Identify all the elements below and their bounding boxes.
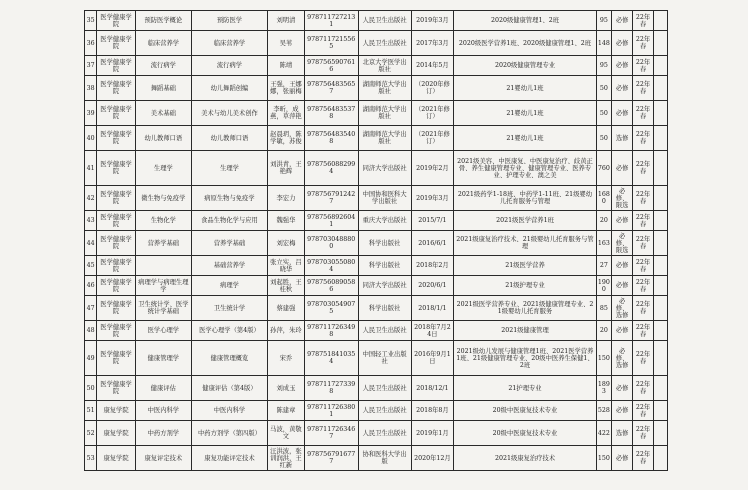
author-cell: 马波，黄敬文 [268,421,305,446]
publisher-cell: 人民卫生出版社 [358,11,411,31]
isbn-cell: 9787117263801 [304,401,358,421]
college-cell: 医学健康学院 [97,56,136,76]
textbook-cell: 健康管理概览 [191,341,267,376]
author-cell: 张立实，吕晓华 [268,256,305,276]
textbook-cell: 病理学 [191,276,267,296]
course-cell: 美术基础 [135,101,191,126]
classes-cell: 2021级药学1-18班、中药学1-11班、21级婴幼儿托育服务与管理 [454,186,596,211]
author-cell: 宋乔 [268,341,305,376]
quantity-cell: 27 [596,256,611,276]
classes-cell: 2021级幼儿发展与健康管理1班、2021医学营养1班、21级健康管理专业、20级中医养生保健1、2班 [454,341,596,376]
row-number: 50 [85,376,97,401]
date-cell: 2019年1月 [411,421,454,446]
date-cell: 2019年3月 [411,186,454,211]
table-row [85,446,668,471]
empty-cell [653,186,667,211]
date-cell: （2021年修订） [411,126,454,151]
type-cell: 必修 [611,11,632,31]
college-cell: 医学健康学院 [97,31,136,56]
row-number: 47 [85,296,97,321]
college-cell: 医学健康学院 [97,101,136,126]
row-number: 35 [85,11,97,31]
textbook-table [84,10,668,471]
term-cell: 22年春 [633,376,653,401]
type-cell: 必修 [611,256,632,276]
course-cell: 幼儿教师口语 [135,126,191,151]
quantity-cell: 150 [596,341,611,376]
type-cell: 必修 [611,31,632,56]
date-cell: 2019年3月 [411,11,454,31]
course-cell: 卫生统计学、医学统计学基础 [135,296,191,321]
isbn-cell: 9787117272131 [304,11,358,31]
date-cell: 2018年7月24日 [411,321,454,341]
table-row [85,151,668,186]
classes-cell: 2020级健康管理1、2班 [454,11,596,31]
date-cell: 2016/6/1 [411,231,454,256]
publisher-cell: 中国轻工业出版社 [358,341,411,376]
term-cell: 22年春 [633,186,653,211]
classes-cell: 2020级健康管理专业 [454,56,596,76]
date-cell: （2021年修订） [411,101,454,126]
college-cell: 医学健康学院 [97,341,136,376]
isbn-cell: 9787030550804 [304,256,358,276]
isbn-cell: 9787560882994 [304,151,358,186]
textbook-cell: 临床营养学 [191,31,267,56]
type-cell: 必修 [611,401,632,421]
term-cell: 22年春 [633,341,653,376]
publisher-cell: 同济大学出版社 [358,276,411,296]
type-cell: 必修 [611,211,632,231]
textbook-cell: 流行病学 [191,56,267,76]
college-cell: 医学健康学院 [97,76,136,101]
row-number: 39 [85,101,97,126]
course-cell: 微生物与免疫学 [135,186,191,211]
term-cell: 22年春 [633,31,653,56]
textbook-cell: 中医内科学 [191,401,267,421]
date-cell: 2018/1/1 [411,296,454,321]
empty-cell [653,211,667,231]
quantity-cell: 148 [596,31,611,56]
college-cell: 医学健康学院 [97,296,136,321]
college-cell: 康复学院 [97,446,136,471]
author-cell: 魏强华 [268,211,305,231]
textbook-cell: 卫生统计学 [191,296,267,321]
course-cell: 康复评定技术 [135,446,191,471]
course-cell: 预防医学概论 [135,11,191,31]
empty-cell [653,11,667,31]
term-cell: 22年春 [633,211,653,231]
term-cell: 22年春 [633,11,653,31]
classes-cell: 21婴幼儿1班 [454,101,596,126]
author-cell: 孙萍，朱玲 [268,321,305,341]
isbn-cell: 9787030488800 [304,231,358,256]
type-cell: 必修、限选 [611,231,632,256]
table-row [85,11,668,31]
quantity-cell: 528 [596,401,611,421]
college-cell: 医学健康学院 [97,276,136,296]
row-number: 51 [85,401,97,421]
term-cell: 22年春 [633,446,653,471]
author-cell: 吴苇 [268,31,305,56]
college-cell: 康复学院 [97,421,136,446]
date-cell: （2020年修订） [411,76,454,101]
term-cell: 22年春 [633,231,653,256]
term-cell: 22年春 [633,256,653,276]
publisher-cell: 湖南师范大学出版社 [358,101,411,126]
table-row [85,276,668,296]
quantity-cell: 95 [596,56,611,76]
course-cell: 临床营养学 [135,31,191,56]
table-row [85,186,668,211]
date-cell: 2019年2月 [411,151,454,186]
empty-cell [653,126,667,151]
textbook-cell: 医学心理学（第4版） [191,321,267,341]
isbn-cell: 9787564835657 [304,76,358,101]
quantity-cell: 1680 [596,186,611,211]
row-number: 40 [85,126,97,151]
table-row [85,321,668,341]
classes-cell: 2021级医学营养1班 [454,211,596,231]
quantity-cell: 20 [596,321,611,341]
date-cell: 2018年2月 [411,256,454,276]
classes-cell: 2021级康复治疗技术、21级婴幼儿托育服务与管理 [454,231,596,256]
empty-cell [653,101,667,126]
quantity-cell: 1900 [596,276,611,296]
date-cell: 2014年5月 [411,56,454,76]
isbn-cell: 9787117263498 [304,321,358,341]
row-number: 52 [85,421,97,446]
type-cell: 必修 [611,76,632,101]
publisher-cell: 协和医科大学出版 [358,446,411,471]
isbn-cell: 9787117273398 [304,376,358,401]
empty-cell [653,256,667,276]
row-number: 36 [85,31,97,56]
publisher-cell: 重庆大学出版社 [358,211,411,231]
empty-cell [653,376,667,401]
author-cell: 陈靖 [268,56,305,76]
date-cell: 2016年9月1日 [411,341,454,376]
quantity-cell: 760 [596,151,611,186]
table-row [85,376,668,401]
author-cell: 汪洪波，张训润洪，王红新 [268,446,305,471]
quantity-cell: 1893 [596,376,611,401]
publisher-cell: 北京大学医学出版社 [358,56,411,76]
course-cell: 中药方剂学 [135,421,191,446]
isbn-cell: 9787567912427 [304,186,358,211]
isbn-cell: 9787567916777 [304,446,358,471]
author-cell: 王强，王娜娜，张丽梅 [268,76,305,101]
isbn-cell: 9787565907616 [304,56,358,76]
term-cell: 22年春 [633,421,653,446]
quantity-cell: 50 [596,76,611,101]
type-cell: 必修、选修 [611,341,632,376]
isbn-cell: 9787030549075 [304,296,358,321]
isbn-cell: 9787564835408 [304,126,358,151]
type-cell: 选修 [611,126,632,151]
row-number: 44 [85,231,97,256]
author-cell: 刘宏梅 [268,231,305,256]
table-body [85,11,668,471]
term-cell: 22年春 [633,126,653,151]
classes-cell: 20级中医康复技术专业 [454,401,596,421]
textbook-cell: 康复功能评定技术 [191,446,267,471]
textbook-cell: 健康评估（第4版） [191,376,267,401]
isbn-cell: 9787568926041 [304,211,358,231]
isbn-cell: 9787117263467 [304,421,358,446]
isbn-cell: 9787564835378 [304,101,358,126]
publisher-cell: 科学出版社 [358,256,411,276]
textbook-cell: 幼儿舞蹈创编 [191,76,267,101]
course-cell: 生物化学 [135,211,191,231]
college-cell: 医学健康学院 [97,321,136,341]
author-cell: 蔡建强 [268,296,305,321]
classes-cell: 2021级康复治疗技术 [454,446,596,471]
course-cell: 舞蹈基础 [135,76,191,101]
type-cell: 必修 [611,151,632,186]
quantity-cell: 20 [596,211,611,231]
table-row [85,401,668,421]
date-cell: 2015/7/1 [411,211,454,231]
course-cell: 医学心理学 [135,321,191,341]
type-cell: 必修 [611,376,632,401]
term-cell: 22年春 [633,276,653,296]
empty-cell [653,296,667,321]
course-cell: 健康管理学 [135,341,191,376]
type-cell: 必修 [611,446,632,471]
quantity-cell: 50 [596,101,611,126]
type-cell: 必修、选修 [611,296,632,321]
textbook-cell: 营养学基础 [191,231,267,256]
quantity-cell: 163 [596,231,611,256]
type-cell: 必修 [611,321,632,341]
date-cell: 2020/6/1 [411,276,454,296]
textbook-cell: 中药方剂学（第四版） [191,421,267,446]
row-number: 48 [85,321,97,341]
empty-cell [653,321,667,341]
term-cell: 22年春 [633,56,653,76]
publisher-cell: 中国协和医科大学出版社 [358,186,411,211]
row-number: 53 [85,446,97,471]
textbook-cell: 美术与幼儿美术创作 [191,101,267,126]
classes-cell: 21婴幼儿1班 [454,126,596,151]
classes-cell: 21婴幼儿1班 [454,76,596,101]
table-row [85,76,668,101]
classes-cell: 2021级美容、中医康复、中医康复治疗、歧黄正骨、养生健康管理专业、健康管理专业、医养专业、护理专业、澳之美 [454,151,596,186]
table-row [85,56,668,76]
type-cell: 必修 [611,276,632,296]
publisher-cell: 科学出版社 [358,231,411,256]
author-cell: 赵晨玥，陈学敏，苏俊 [268,126,305,151]
row-number: 49 [85,341,97,376]
date-cell: 2020年12月 [411,446,454,471]
quantity-cell: 95 [596,11,611,31]
publisher-cell: 湖南师范大学出版社 [358,126,411,151]
textbook-cell: 幼儿教师口语 [191,126,267,151]
textbook-cell: 病原生物与免疫学 [191,186,267,211]
term-cell: 22年春 [633,101,653,126]
course-cell: 营养学基础 [135,231,191,256]
type-cell: 选修 [611,421,632,446]
table-row [85,126,668,151]
college-cell: 医学健康学院 [97,11,136,31]
college-cell: 医学健康学院 [97,231,136,256]
course-cell [135,256,191,276]
table-row [85,341,668,376]
empty-cell [653,31,667,56]
empty-cell [653,421,667,446]
classes-cell: 21级护理专业 [454,276,596,296]
row-number: 42 [85,186,97,211]
empty-cell [653,276,667,296]
table-row [85,421,668,446]
publisher-cell: 科学出版社 [358,296,411,321]
publisher-cell: 人民卫生出版社 [358,421,411,446]
classes-cell: 2020级医学营养1班、2020级健康管理1、2班 [454,31,596,56]
type-cell: 必修 [611,56,632,76]
empty-cell [653,231,667,256]
quantity-cell: 85 [596,296,611,321]
empty-cell [653,76,667,101]
term-cell: 22年春 [633,296,653,321]
classes-cell: 2021级医学营养专业、2021级健康管理专业、21级婴幼儿托育服务 [454,296,596,321]
row-number: 37 [85,56,97,76]
author-cell: 陈建章 [268,401,305,421]
row-number: 43 [85,211,97,231]
course-cell: 病理学与病理生理学 [135,276,191,296]
textbook-cell: 生理学 [191,151,267,186]
table-row [85,296,668,321]
empty-cell [653,341,667,376]
type-cell: 必修 [611,101,632,126]
isbn-cell: 9787560890586 [304,276,358,296]
type-cell: 必修、限选 [611,186,632,211]
empty-cell [653,446,667,471]
date-cell: 2018年8月 [411,401,454,421]
course-cell: 流行病学 [135,56,191,76]
row-number: 38 [85,76,97,101]
row-number: 41 [85,151,97,186]
table-row [85,256,668,276]
term-cell: 22年春 [633,321,653,341]
empty-cell [653,401,667,421]
isbn-cell: 9787518410354 [304,341,358,376]
author-cell: 刘成玉 [268,376,305,401]
author-cell: 刘起胜，王桂秋 [268,276,305,296]
table-row [85,231,668,256]
term-cell: 22年春 [633,151,653,186]
quantity-cell: 150 [596,446,611,471]
college-cell: 医学健康学院 [97,186,136,211]
date-cell: 2018/12/1 [411,376,454,401]
course-cell: 健康评估 [135,376,191,401]
empty-cell [653,151,667,186]
college-cell: 医学健康学院 [97,256,136,276]
table-row [85,101,668,126]
textbook-cell: 食品生物化学与应用 [191,211,267,231]
classes-cell: 20级中医康复技术专业 [454,421,596,446]
empty-cell [653,56,667,76]
publisher-cell: 同济大学出版社 [358,151,411,186]
author-cell: 李昕，成燕，草萍艳 [268,101,305,126]
table-row [85,31,668,56]
course-cell: 中医内科学 [135,401,191,421]
college-cell: 医学健康学院 [97,151,136,186]
author-cell: 李宏力 [268,186,305,211]
course-cell: 生理学 [135,151,191,186]
isbn-cell: 9787117215565 [304,31,358,56]
row-number: 46 [85,276,97,296]
college-cell: 医学健康学院 [97,376,136,401]
textbook-cell: 基础营养学 [191,256,267,276]
quantity-cell: 422 [596,421,611,446]
publisher-cell: 湖南师范大学出版社 [358,76,411,101]
term-cell: 22年春 [633,76,653,101]
college-cell: 医学健康学院 [97,126,136,151]
college-cell: 康复学院 [97,401,136,421]
publisher-cell: 人民卫生出版社 [358,401,411,421]
author-cell: 刘洪青，王艳辉 [268,151,305,186]
quantity-cell: 50 [596,126,611,151]
classes-cell: 2021级健康管理 [454,321,596,341]
author-cell: 刘明清 [268,11,305,31]
classes-cell: 21护理专业 [454,376,596,401]
table-row [85,211,668,231]
row-number: 45 [85,256,97,276]
textbook-cell: 预防医学 [191,11,267,31]
publisher-cell: 人民卫生出版社 [358,376,411,401]
publisher-cell: 人民卫生出版社 [358,321,411,341]
publisher-cell: 人民卫生出版社 [358,31,411,56]
date-cell: 2017年3月 [411,31,454,56]
classes-cell: 21级医学营养 [454,256,596,276]
term-cell: 22年春 [633,401,653,421]
college-cell: 医学健康学院 [97,211,136,231]
